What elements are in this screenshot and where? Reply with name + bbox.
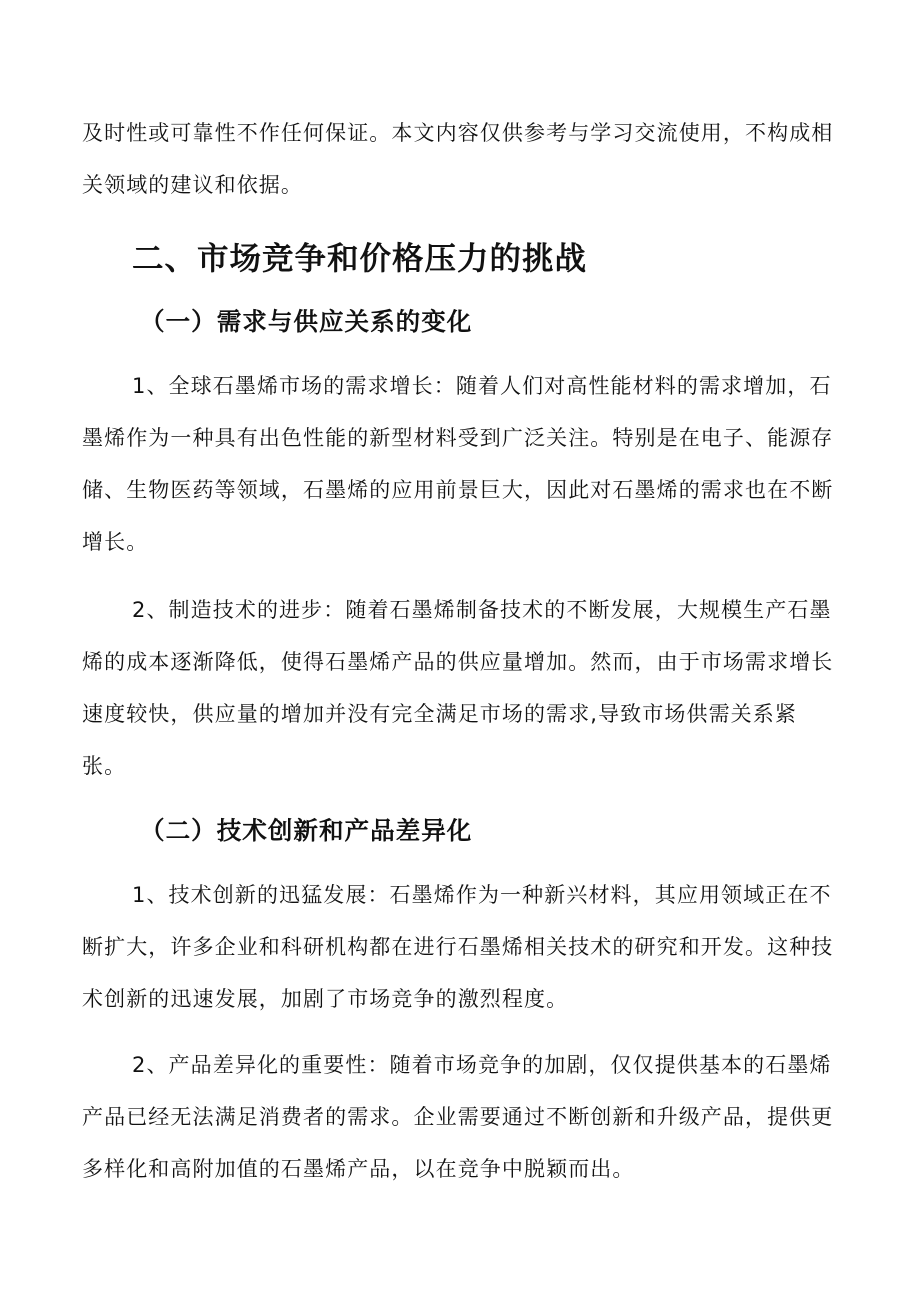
paragraph-product-differentiation: 2、产品差异化的重要性：随着市场竞争的加剧，仅仅提供基本的石墨烯产品已经无法满足消费者的需求。企业需要通过不断创新和升级产品，提供更多样化和高附加值的石墨烯产品，以在竞争中脱颖而出。 — [82, 1053, 834, 1181]
paragraph-tech-innovation: 1、技术创新的迅猛发展：石墨烯作为一种新兴材料，其应用领域正在不断扩大，许多企业和科研机构都在进行石墨烯相关技术的研究和开发。这种技术创新的迅速发展，加剧了市场竞争的激烈程度。 — [82, 883, 834, 1011]
paragraph-demand-growth: 1、全球石墨烯市场的需求增长：随着人们对高性能材料的需求增加，石墨烯作为一种具有出色性能的新型材料受到广泛关注。特别是在电子、能源存储、生物医药等领域，石墨烯的应用前景巨大，因此对石墨烯的需求也在不断增长。 — [82, 374, 834, 554]
section-title: 二、市场竞争和价格压力的挑战 — [132, 241, 588, 277]
paragraph-manufacturing-progress: 2、制造技术的进步：随着石墨烯制备技术的不断发展，大规模生产石墨烯的成本逐渐降低，使得石墨烯产品的供应量增加。然而，由于市场需求增长速度较快，供应量的增加并没有完全满足市场的需求,导致市场供需关系紧张。 — [82, 598, 834, 778]
subsection-1-title: （一）需求与供应关系的变化 — [140, 307, 473, 336]
subsection-2-title: （二）技术创新和产品差异化 — [140, 816, 473, 845]
intro-paragraph: 及时性或可靠性不作任何保证。本文内容仅供参考与学习交流使用，不构成相关领域的建议和依据。 — [82, 121, 834, 197]
